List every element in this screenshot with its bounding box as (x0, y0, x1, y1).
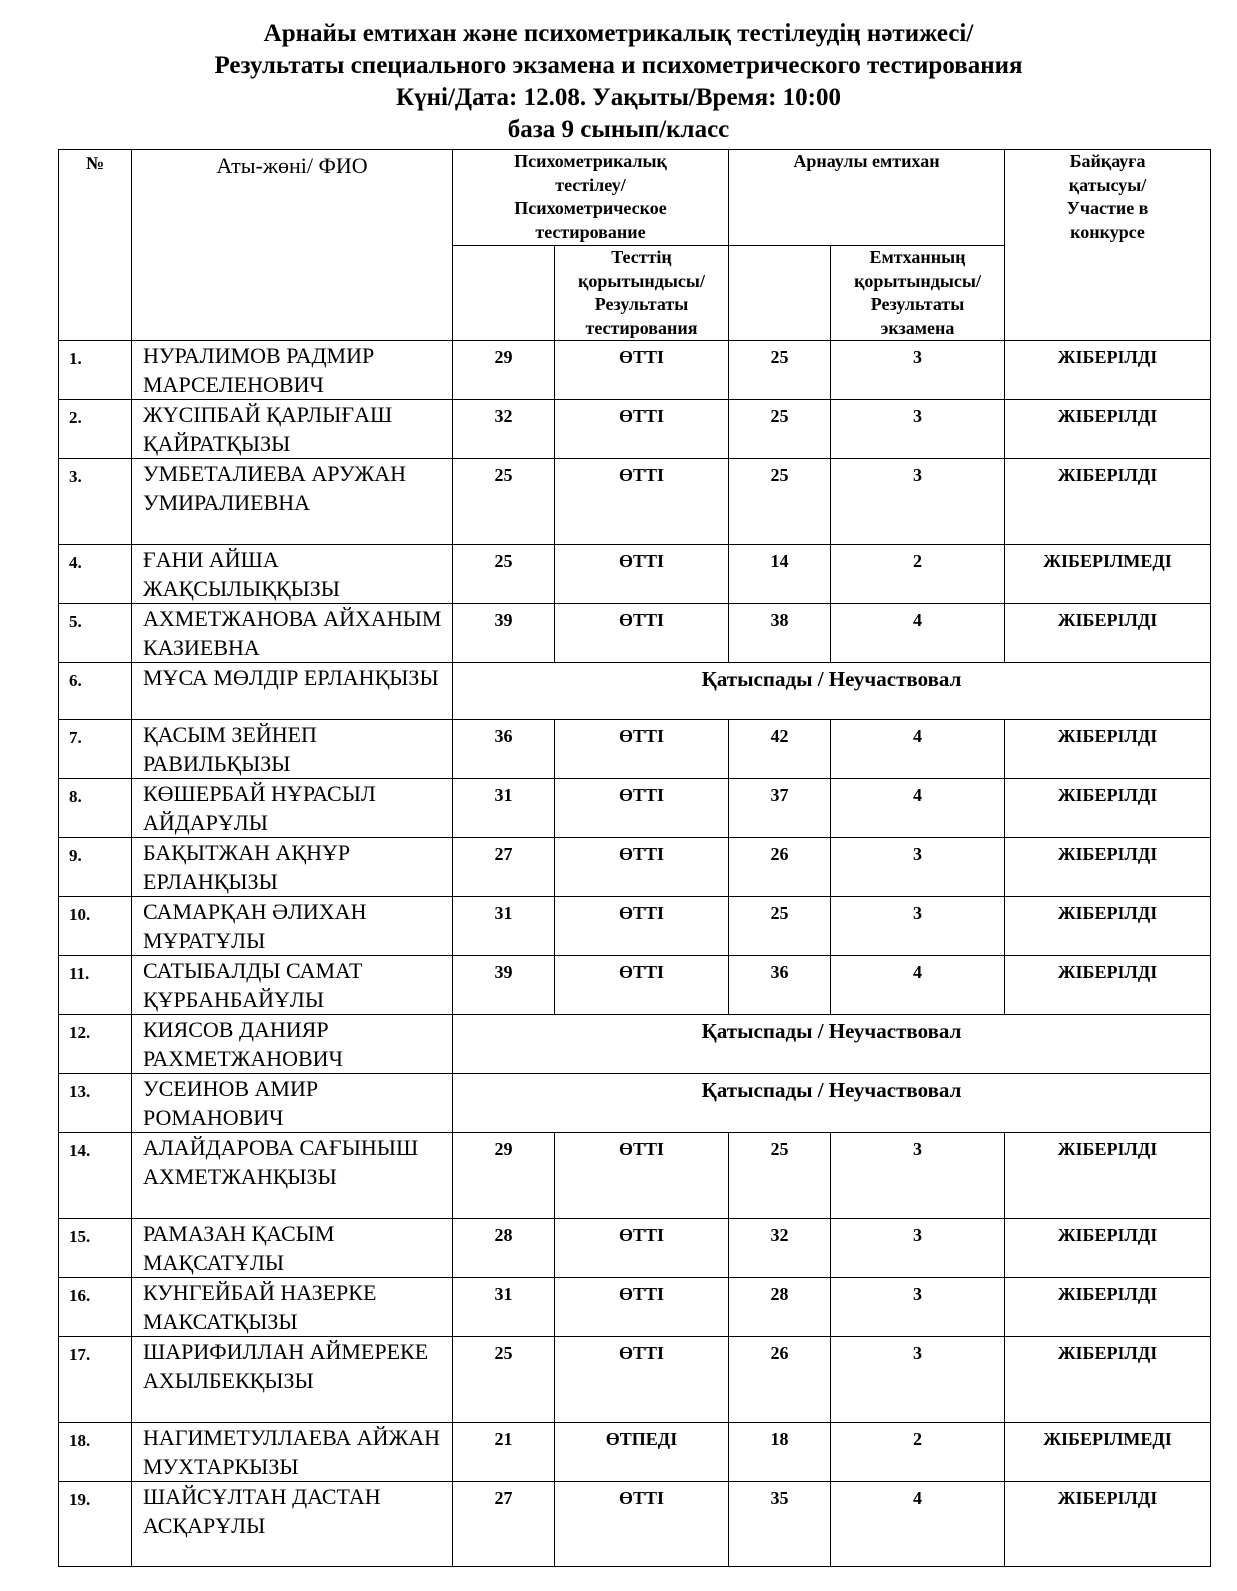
row-number: 19. (59, 1482, 132, 1567)
psych-score: 39 (453, 956, 555, 1015)
row-number: 7. (59, 720, 132, 779)
participation-status: ЖІБЕРІЛДІ (1005, 779, 1211, 838)
participation-status: ЖІБЕРІЛМЕДІ (1005, 545, 1211, 604)
table-row (59, 1423, 1211, 1482)
col-header-name: Аты-жөні/ ФИО (132, 150, 453, 341)
row-number: 2. (59, 400, 132, 459)
table-row (59, 1219, 1211, 1278)
student-name: САМАРҚАН ӘЛИХАН МҰРАТҰЛЫ (132, 897, 453, 956)
row-number: 12. (59, 1015, 132, 1074)
row-number: 14. (59, 1133, 132, 1219)
psych-score: 36 (453, 720, 555, 779)
table-row (59, 1133, 1211, 1219)
psych-score: 29 (453, 341, 555, 400)
absent-status: Қатыспады / Неучаствовал (453, 663, 1211, 720)
table-row (59, 897, 1211, 956)
table-row (59, 1482, 1211, 1567)
title-line-kz: Арнайы емтихан және психометрикалық тестілеудің нәтижесі/ (263, 20, 974, 47)
psych-score: 21 (453, 1423, 555, 1482)
row-number: 18. (59, 1423, 132, 1482)
row-number: 1. (59, 341, 132, 400)
exam-result: 3 (831, 1337, 1005, 1423)
participation-status: ЖІБЕРІЛДІ (1005, 341, 1211, 400)
exam-score: 32 (729, 1219, 831, 1278)
results-body (59, 341, 1211, 1567)
student-name: НАГИМЕТУЛЛАЕВА АЙЖАН МУХТАРКЫЗЫ (132, 1423, 453, 1482)
exam-score: 35 (729, 1482, 831, 1567)
student-name: КУНГЕЙБАЙ НАЗЕРКЕ МАКСАТҚЫЗЫ (132, 1278, 453, 1337)
student-name: КӨШЕРБАЙ НҰРАСЫЛ АЙДАРҰЛЫ (132, 779, 453, 838)
student-name: АХМЕТЖАНОВА АЙХАНЫМ КАЗИЕВНА (132, 604, 453, 663)
exam-score: 25 (729, 459, 831, 545)
psych-score: 25 (453, 459, 555, 545)
student-name: ҒАНИ АЙША ЖАҚСЫЛЫҚҚЫЗЫ (132, 545, 453, 604)
table-row (59, 720, 1211, 779)
student-name: ЖҮСІПБАЙ ҚАРЛЫҒАШ ҚАЙРАТҚЫЗЫ (132, 400, 453, 459)
test-result: ӨТТІ (555, 956, 729, 1015)
col-header-participation: Байқауға қатысуы/ Участие в конкурсе (1005, 150, 1211, 341)
absent-status: Қатыспады / Неучаствовал (453, 1074, 1211, 1133)
psych-score: 29 (453, 1133, 555, 1219)
participation-status: ЖІБЕРІЛДІ (1005, 720, 1211, 779)
test-result: ӨТТІ (555, 1219, 729, 1278)
psych-score: 28 (453, 1219, 555, 1278)
participation-status: ЖІБЕРІЛДІ (1005, 956, 1211, 1015)
grade-line: база 9 сынып/класс (507, 116, 730, 143)
participation-status: ЖІБЕРІЛДІ (1005, 1482, 1211, 1567)
exam-score: 25 (729, 1133, 831, 1219)
col-header-psychometric: Психометрикалық тестілеу/ Психометрическое тестирование (453, 150, 729, 246)
participation-status: ЖІБЕРІЛДІ (1005, 1133, 1211, 1219)
exam-score: 37 (729, 779, 831, 838)
exam-result: 2 (831, 545, 1005, 604)
exam-result: 3 (831, 838, 1005, 897)
table-row (59, 341, 1211, 400)
student-name: НУРАЛИМОВ РАДМИР МАРСЕЛЕНОВИЧ (132, 341, 453, 400)
student-name: БАҚЫТЖАН АҚНҰР ЕРЛАНҚЫЗЫ (132, 838, 453, 897)
exam-result: 4 (831, 604, 1005, 663)
exam-result: 3 (831, 1133, 1005, 1219)
row-number: 4. (59, 545, 132, 604)
psych-score: 31 (453, 1278, 555, 1337)
results-table (58, 149, 1211, 1567)
participation-status: ЖІБЕРІЛДІ (1005, 838, 1211, 897)
psych-score: 25 (453, 545, 555, 604)
absent-status: Қатыспады / Неучаствовал (453, 1015, 1211, 1074)
exam-score: 26 (729, 1337, 831, 1423)
psych-score: 27 (453, 1482, 555, 1567)
col-header-exam-score (729, 246, 831, 341)
table-row (59, 545, 1211, 604)
student-name: УСЕИНОВ АМИР РОМАНОВИЧ (132, 1074, 453, 1133)
exam-score: 25 (729, 897, 831, 956)
table-row (59, 956, 1211, 1015)
exam-score: 42 (729, 720, 831, 779)
test-result: ӨТТІ (555, 897, 729, 956)
exam-result: 4 (831, 779, 1005, 838)
participation-status: ЖІБЕРІЛДІ (1005, 1337, 1211, 1423)
test-result: ӨТТІ (555, 400, 729, 459)
table-row (59, 459, 1211, 545)
student-name: САТЫБАЛДЫ САМАТ ҚҰРБАНБАЙҰЛЫ (132, 956, 453, 1015)
participation-status: ЖІБЕРІЛДІ (1005, 400, 1211, 459)
student-name: ШАЙСҰЛТАН ДАСТАН АСҚАРҰЛЫ (132, 1482, 453, 1567)
date-time-line: Күні/Дата: 12.08. Уақыты/Время: 10:00 (395, 84, 842, 111)
row-number: 16. (59, 1278, 132, 1337)
row-number: 17. (59, 1337, 132, 1423)
exam-result: 2 (831, 1423, 1005, 1482)
test-result: ӨТТІ (555, 720, 729, 779)
participation-status: ЖІБЕРІЛМЕДІ (1005, 1423, 1211, 1482)
row-number: 6. (59, 663, 132, 720)
table-row (59, 838, 1211, 897)
exam-score: 36 (729, 956, 831, 1015)
psych-score: 32 (453, 400, 555, 459)
exam-score: 25 (729, 341, 831, 400)
participation-status: ЖІБЕРІЛДІ (1005, 1219, 1211, 1278)
table-row (59, 663, 1211, 720)
participation-status: ЖІБЕРІЛДІ (1005, 1278, 1211, 1337)
table-row (59, 1074, 1211, 1133)
student-name: МҰСА МӨЛДІР ЕРЛАНҚЫЗЫ (132, 663, 453, 720)
participation-status: ЖІБЕРІЛДІ (1005, 459, 1211, 545)
student-name: ҚАСЫМ ЗЕЙНЕП РАВИЛЬҚЫЗЫ (132, 720, 453, 779)
test-result: ӨТТІ (555, 459, 729, 545)
exam-score: 26 (729, 838, 831, 897)
exam-result: 3 (831, 897, 1005, 956)
test-result: ӨТТІ (555, 341, 729, 400)
exam-result: 3 (831, 459, 1005, 545)
row-number: 3. (59, 459, 132, 545)
student-name: УМБЕТАЛИЕВА АРУЖАН УМИРАЛИЕВНА (132, 459, 453, 545)
exam-result: 3 (831, 1278, 1005, 1337)
psych-score: 27 (453, 838, 555, 897)
student-name: ШАРИФИЛЛАН АЙМЕРЕКЕ АХЫЛБЕКҚЫЗЫ (132, 1337, 453, 1423)
exam-result: 4 (831, 720, 1005, 779)
test-result: ӨТТІ (555, 779, 729, 838)
table-row (59, 604, 1211, 663)
table-row (59, 1337, 1211, 1423)
col-header-test-result: Тесттің қорытындысы/ Результаты тестирования (555, 246, 729, 341)
exam-score: 28 (729, 1278, 831, 1337)
participation-status: ЖІБЕРІЛДІ (1005, 897, 1211, 956)
table-row (59, 1015, 1211, 1074)
row-number: 11. (59, 956, 132, 1015)
student-name: РАМАЗАН ҚАСЫМ МАҚСАТҰЛЫ (132, 1219, 453, 1278)
test-result: ӨТПЕДІ (555, 1423, 729, 1482)
document-header (0, 18, 1237, 146)
exam-result: 3 (831, 1219, 1005, 1278)
exam-score: 18 (729, 1423, 831, 1482)
row-number: 13. (59, 1074, 132, 1133)
participation-status: ЖІБЕРІЛДІ (1005, 604, 1211, 663)
test-result: ӨТТІ (555, 604, 729, 663)
exam-result: 4 (831, 1482, 1005, 1567)
test-result: ӨТТІ (555, 1482, 729, 1567)
title-line-ru: Результаты специального экзамена и психометрического тестирования (214, 52, 1023, 79)
test-result: ӨТТІ (555, 1337, 729, 1423)
test-result: ӨТТІ (555, 1133, 729, 1219)
row-number: 5. (59, 604, 132, 663)
test-result: ӨТТІ (555, 838, 729, 897)
psych-score: 39 (453, 604, 555, 663)
table-row (59, 779, 1211, 838)
col-header-number: № (59, 150, 132, 341)
psych-score: 31 (453, 779, 555, 838)
student-name: АЛАЙДАРОВА САҒЫНЫШ АХМЕТЖАНҚЫЗЫ (132, 1133, 453, 1219)
col-header-exam-result: Емтханның қорытындысы/ Результаты экзамена (831, 246, 1005, 341)
row-number: 9. (59, 838, 132, 897)
col-header-psych-score (453, 246, 555, 341)
exam-result: 4 (831, 956, 1005, 1015)
row-number: 8. (59, 779, 132, 838)
test-result: ӨТТІ (555, 545, 729, 604)
exam-score: 14 (729, 545, 831, 604)
exam-result: 3 (831, 341, 1005, 400)
exam-result: 3 (831, 400, 1005, 459)
table-row (59, 1278, 1211, 1337)
exam-score: 25 (729, 400, 831, 459)
row-number: 15. (59, 1219, 132, 1278)
student-name: КИЯСОВ ДАНИЯР РАХМЕТЖАНОВИЧ (132, 1015, 453, 1074)
psych-score: 25 (453, 1337, 555, 1423)
exam-score: 38 (729, 604, 831, 663)
col-header-special-exam: Арнаулы емтихан (729, 150, 1005, 246)
row-number: 10. (59, 897, 132, 956)
table-row (59, 400, 1211, 459)
psych-score: 31 (453, 897, 555, 956)
test-result: ӨТТІ (555, 1278, 729, 1337)
